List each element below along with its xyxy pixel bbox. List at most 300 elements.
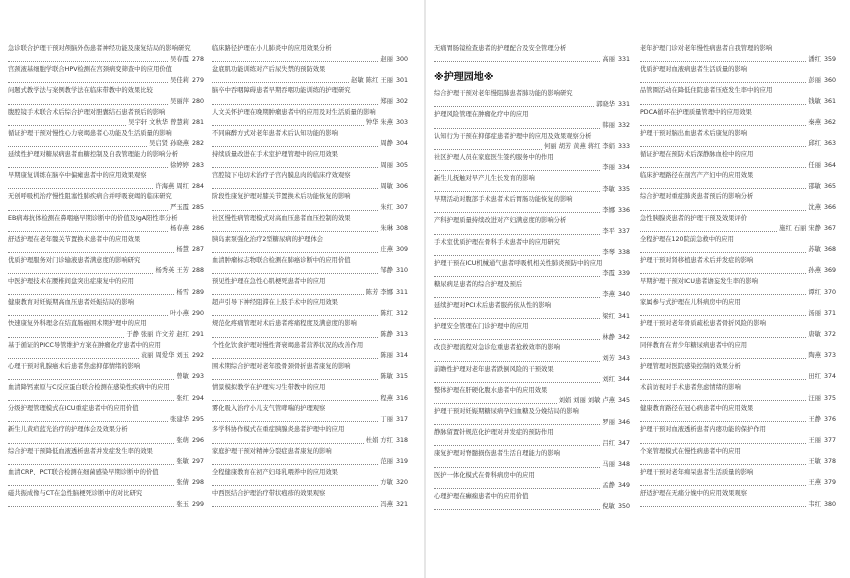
dot-leader (8, 358, 139, 359)
dot-leader (8, 485, 174, 486)
dot-leader (434, 61, 600, 62)
entry-leader (640, 203, 836, 214)
toc-entry (8, 44, 204, 65)
entry-title: 磁共振成像与CT在急性脑梗死诊断中的对比研究 (8, 489, 143, 497)
dot-leader (8, 231, 168, 232)
entry-leader (434, 227, 630, 238)
toc-entry (434, 44, 630, 65)
toc-entry (8, 383, 204, 404)
entry-leader (640, 245, 836, 256)
entry-leader (212, 394, 408, 405)
dot-leader (212, 464, 378, 465)
dot-leader (212, 506, 378, 507)
entry-authors: 任丽 (808, 161, 821, 169)
toc-entry (8, 277, 204, 298)
dot-leader (434, 382, 600, 383)
entry-page: 340 (617, 291, 630, 299)
entry-page: 365 (823, 182, 836, 190)
entry-authors: 周静 (380, 140, 393, 148)
toc-entry (212, 86, 408, 107)
entry-page: 314 (395, 352, 408, 360)
toc-entry (8, 298, 204, 319)
entry-authors: 陈红 (380, 309, 393, 317)
entry-authors: 于静 张丽 许文芳 赵红 (126, 331, 189, 339)
entry-title: 早期护理干预对ICU患者谵妄发生率的影响 (640, 278, 758, 286)
toc-column (434, 44, 630, 513)
entry-title: 早期康复训练在脑卒中偏瘫患者中的应用效果观察 (8, 172, 147, 180)
toc-entry (8, 192, 204, 213)
entry-leader (8, 118, 204, 129)
entry-authors: 唐敏 (808, 331, 821, 339)
entry-title: 循证护理干预对慢性心力衰竭患者心功能及生活质量的影响 (8, 129, 172, 137)
entry-page: 294 (191, 394, 204, 402)
dot-leader (434, 149, 542, 150)
entry-authors: 王敏 (808, 458, 821, 466)
dot-leader (8, 294, 174, 295)
entry-authors: 何丽 胡芳 黄燕 蒋红 李娟 (543, 143, 615, 151)
dot-leader (434, 191, 600, 192)
toc-entry (640, 277, 836, 298)
entry-authors: 杨春燕 (170, 225, 189, 233)
entry-title: 全程健康教育在初产妇母乳喂养中的应用效果 (212, 468, 338, 476)
dot-leader (212, 379, 378, 380)
toc-entry (640, 468, 836, 489)
toc-entry (212, 108, 408, 129)
toc-entry (434, 216, 630, 237)
toc-entry (640, 86, 836, 107)
dot-leader (640, 61, 806, 62)
entry-authors: 陈静 (380, 331, 393, 339)
entry-title: 前瞻性护理对老年患者跌倒风险的干预效果 (434, 365, 554, 373)
toc-entry (640, 108, 836, 129)
entry-authors: 杜娟 方红 (365, 436, 393, 444)
entry-authors: 刘娟 刘丽 刘敏 卢燕 (558, 397, 615, 405)
dot-leader (434, 234, 600, 235)
entry-authors: 郑丽 (380, 97, 393, 105)
entry-page: 290 (191, 309, 204, 317)
toc-entry (212, 235, 408, 256)
entry-title: 新生儿抚触对早产儿生长发育的影响 (434, 174, 535, 182)
dot-leader (8, 421, 168, 422)
entry-authors: 冯燕 (380, 500, 393, 508)
entry-title: 护理安全管理在门诊护理中的应用 (434, 323, 529, 331)
entry-page: 278 (191, 55, 204, 63)
entry-authors: 张玉 (176, 500, 189, 508)
entry-leader (212, 203, 408, 214)
entry-page: 309 (395, 246, 408, 254)
dot-leader (212, 294, 364, 295)
entry-page: 286 (191, 225, 204, 233)
toc-entry (212, 425, 408, 446)
toc-entry (212, 319, 408, 340)
entry-leader (212, 161, 408, 172)
dot-leader (434, 297, 600, 298)
entry-title: 脑卒中吞咽障碍患者早期吞咽功能训练的护理研究 (212, 87, 351, 95)
toc-entry (434, 492, 630, 513)
entry-title: 心理干预对乳腺癌术后患者焦虑抑郁情绪的影响 (8, 362, 141, 370)
toc-entry (8, 86, 204, 107)
toc-entry (434, 89, 630, 110)
dot-leader (212, 188, 378, 189)
entry-authors: 梁红 (602, 312, 615, 320)
entry-title: 中西医结合护理治疗带状疱疹的效果观察 (212, 489, 326, 497)
entry-leader (640, 309, 836, 320)
dot-leader (212, 146, 378, 147)
entry-authors: 陈敏 (380, 373, 393, 381)
entry-title: 品管圈活动在降低住院患者压疮发生率中的应用 (640, 87, 773, 95)
entry-title: 护理干预对血液透析患者内瘘功能的保护作用 (640, 426, 766, 434)
entry-leader (434, 312, 630, 323)
toc-entry (640, 214, 836, 235)
entry-authors: 李琴 (602, 249, 615, 257)
toc-entry (8, 404, 204, 425)
entry-page: 366 (823, 203, 836, 211)
toc-entry (212, 171, 408, 192)
entry-title: 术前访视对手术患者焦虑情绪的影响 (640, 384, 741, 391)
entry-leader (212, 415, 408, 426)
entry-title: 血清降钙素原与C反应蛋白联合检测在感染性疾病中的应用 (8, 384, 170, 391)
entry-page: 287 (191, 246, 204, 254)
dot-leader (434, 128, 600, 129)
entry-authors: 张倩 (176, 479, 189, 487)
entry-page: 305 (395, 161, 408, 169)
dot-leader (212, 273, 378, 274)
toc-entry (434, 238, 630, 259)
right-page (426, 0, 850, 578)
entry-leader (640, 118, 836, 129)
toc-entry (8, 256, 204, 277)
dot-leader (8, 210, 168, 211)
entry-title: 全程护理在120院前急救中的应用 (640, 235, 734, 243)
entry-title: 综合护理干预降低血液透析患者并发症发生率的效果 (8, 447, 153, 455)
entry-leader (640, 224, 836, 235)
entry-title: 舒适护理在无痛分娩中的应用效果观察 (640, 489, 748, 497)
dot-leader (8, 464, 174, 465)
entry-leader (640, 182, 836, 193)
dot-leader (212, 485, 378, 486)
entry-leader (434, 121, 630, 132)
entry-leader (8, 288, 204, 299)
toc-entry (640, 171, 836, 192)
entry-authors: 马丽 (602, 460, 615, 468)
entry-leader (212, 330, 408, 341)
dot-leader (434, 170, 600, 171)
entry-title: 超声引导下神经阻滞在上肢手术中的应用效果 (212, 299, 338, 307)
entry-page: 364 (823, 161, 836, 169)
entry-authors: 庄燕 (380, 246, 393, 254)
entry-authors: 李丽 (602, 164, 615, 172)
toc-entry (434, 174, 630, 195)
entry-page: 299 (191, 500, 204, 508)
entry-authors: 孟静 (602, 482, 615, 490)
entry-authors: 张萌 (176, 436, 189, 444)
entry-authors: 陈芳 李娜 (365, 288, 393, 296)
entry-title: 同伴教育在青少年糖尿病患者中的应用 (640, 341, 748, 349)
entry-page: 333 (617, 143, 630, 151)
entry-leader (640, 161, 836, 172)
dot-leader (640, 82, 806, 83)
entry-title: 糖尿病足患者的综合护理及预后 (434, 280, 523, 288)
entry-leader (640, 266, 836, 277)
toc-entry (434, 471, 630, 492)
entry-title: 医护一体化模式在骨科病房中的应用 (434, 471, 535, 479)
entry-leader (212, 245, 408, 256)
dot-leader (640, 104, 806, 105)
entry-page: 347 (617, 439, 630, 447)
entry-page: 363 (823, 140, 836, 148)
entry-leader (8, 330, 204, 341)
entry-leader (8, 372, 204, 383)
entry-page: 361 (823, 97, 836, 105)
entry-leader (8, 457, 204, 468)
entry-authors: 吴启贤 孙晓燕 (149, 140, 189, 148)
entry-title: 舒适护理在老年髋关节置换术患者中的应用效果 (8, 235, 141, 243)
entry-leader (212, 500, 408, 511)
entry-page: 376 (823, 415, 836, 423)
entry-authors: 张建华 (170, 415, 189, 423)
entry-page: 320 (395, 479, 408, 487)
entry-page: 321 (395, 500, 408, 508)
entry-leader (640, 288, 836, 299)
entry-title: 血清肿瘤标志物联合检测在肺癌诊断中的应用价值 (212, 256, 351, 264)
entry-leader (434, 185, 630, 196)
entry-authors: 陶燕 (808, 352, 821, 360)
entry-title: 护理干预对老年痴呆患者生活质量的影响 (640, 468, 754, 476)
entry-authors: 程燕 (380, 394, 393, 402)
toc-entry (640, 192, 836, 213)
entry-title: PDCA循环在护理质量管理中的应用效果 (640, 108, 752, 116)
entry-title: 静脉留置针规范化护理对并发症的预防作用 (434, 429, 554, 437)
entry-leader (640, 415, 836, 426)
toc-entry (212, 404, 408, 425)
toc-entry (640, 489, 836, 510)
toc-entry (212, 65, 408, 86)
entry-page: 375 (823, 394, 836, 402)
dot-leader (640, 400, 806, 401)
entry-title: 整体护理在肝硬化腹水患者中的应用效果 (434, 386, 548, 394)
entry-page: 296 (191, 436, 204, 444)
entry-page: 279 (191, 76, 204, 84)
toc-entry (434, 280, 630, 301)
entry-authors: 吴丽萍 (170, 97, 189, 105)
toc-entry (640, 44, 836, 65)
entry-leader (434, 55, 630, 66)
dot-leader (8, 443, 174, 444)
entry-title: 个性化饮食护理对慢性肾衰竭患者营养状况的改善作用 (212, 341, 364, 349)
entry-title: 雾化吸入治疗小儿支气管哮喘的护理观察 (212, 405, 326, 413)
entry-page: 302 (395, 97, 408, 105)
entry-authors: 邵敏 (808, 182, 821, 190)
entry-leader (212, 55, 408, 66)
entry-page: 300 (395, 55, 408, 63)
entry-leader (434, 248, 630, 259)
entry-page: 284 (191, 182, 204, 190)
entry-page: 334 (617, 164, 630, 172)
entry-page: 331 (617, 100, 630, 108)
entry-leader (212, 139, 408, 150)
entry-title: 护理干预对老年骨质疏松患者骨折风险的影响 (640, 320, 766, 328)
entry-page: 349 (617, 482, 630, 490)
toc-entry (434, 195, 630, 216)
entry-title: 无痛胃肠镜检查患者的护理配合及安全管理分析 (434, 45, 567, 52)
entry-page: 371 (823, 309, 836, 317)
entry-page: 281 (191, 119, 204, 127)
entry-title: 延续护理对PCI术后患者服药依从性的影响 (434, 302, 552, 310)
entry-page: 335 (617, 185, 630, 193)
dot-leader (640, 294, 806, 295)
dot-leader (434, 339, 600, 340)
entry-page: 348 (617, 460, 630, 468)
dot-leader (212, 231, 378, 232)
toc-entry (212, 383, 408, 404)
dot-leader (434, 106, 594, 107)
dot-leader (434, 445, 600, 446)
toc-entry (640, 383, 836, 404)
entry-page: 304 (395, 140, 408, 148)
dot-leader (8, 146, 147, 147)
entry-leader (434, 439, 630, 450)
toc-entry (212, 447, 408, 468)
dot-leader (640, 421, 806, 422)
entry-title: 胰岛素泵强化治疗2型糖尿病的护理体会 (212, 235, 324, 243)
toc-entry (212, 277, 408, 298)
toc-entry (434, 449, 630, 470)
entry-leader (8, 436, 204, 447)
entry-leader (8, 97, 204, 108)
toc-entry (8, 319, 204, 340)
toc-entry (212, 256, 408, 277)
entry-leader (212, 288, 408, 299)
entry-page: 280 (191, 97, 204, 105)
entry-authors: 李燕 (602, 291, 615, 299)
entry-leader (640, 97, 836, 108)
dot-leader (640, 337, 806, 338)
entry-leader (212, 266, 408, 277)
entry-title: 护理风险管理在肿瘤化疗中的应用 (434, 111, 529, 119)
entry-authors: 刘红 (602, 376, 615, 384)
entry-authors: 李敏 (602, 185, 615, 193)
entry-authors: 张红 (176, 394, 189, 402)
dot-leader (212, 104, 378, 105)
toc-entry (212, 298, 408, 319)
entry-page: 367 (823, 225, 836, 233)
dot-leader (640, 231, 777, 232)
entry-authors: 朱琳 (380, 225, 393, 233)
entry-authors: 秦燕 (808, 119, 821, 127)
dot-leader (640, 315, 806, 316)
entry-authors: 杨秀英 王芳 (155, 267, 189, 275)
dot-leader (640, 443, 806, 444)
entry-authors: 王静 (808, 415, 821, 423)
entry-page: 315 (395, 373, 408, 381)
entry-page: 292 (191, 352, 204, 360)
entry-authors: 吴佳莉 (170, 76, 189, 84)
entry-title: 优质护理服务对门诊输液患者满意度的影响研究 (8, 256, 141, 264)
entry-leader (640, 76, 836, 87)
entry-leader (640, 55, 836, 66)
entry-authors: 倪敏 (602, 503, 615, 511)
entry-leader (640, 139, 836, 150)
toc-column (640, 44, 836, 510)
toc-entry (434, 259, 630, 280)
entry-leader (8, 309, 204, 320)
toc-entry (640, 65, 836, 86)
entry-authors: 丁丽 (380, 415, 393, 423)
entry-authors: 周丽 (380, 161, 393, 169)
entry-title: 持续质量改进在手术室护理管理中的应用效果 (212, 150, 338, 158)
entry-leader (8, 76, 204, 87)
toc-entry (640, 235, 836, 256)
dot-leader (8, 167, 168, 168)
entry-leader (640, 330, 836, 341)
entry-page: 312 (395, 309, 408, 317)
entry-authors: 吕红 (602, 439, 615, 447)
entry-page: 306 (395, 182, 408, 190)
entry-page: 295 (191, 415, 204, 423)
entry-title: 基于循证的PICC导管维护方案在肿瘤化疗患者中的应用 (8, 341, 161, 349)
entry-page: 369 (823, 267, 836, 275)
entry-title: 规范化疼痛管理对术后患者疼痛程度及满意度的影响 (212, 320, 357, 328)
entry-leader (434, 354, 630, 365)
entry-leader (640, 478, 836, 489)
toc-entry (640, 362, 836, 383)
entry-page: 377 (823, 436, 836, 444)
entry-title: 延续性护理对糖尿病患者血糖控制及自我管理能力的影响分析 (8, 150, 179, 158)
entry-title: 人文关怀护理在晚期肿瘤患者中的应用及对生活质量的影响 (212, 108, 376, 116)
entry-page: 303 (395, 119, 408, 127)
toc-entry (8, 489, 204, 510)
dot-leader (434, 212, 600, 213)
entry-leader (434, 142, 630, 153)
entry-leader (8, 203, 204, 214)
entry-authors: 钟华 朱燕 (365, 119, 393, 127)
entry-leader (434, 100, 630, 111)
toc-entry (8, 341, 204, 362)
entry-leader (434, 163, 630, 174)
entry-title: 护理干预对脑出血患者术后康复的影响 (640, 129, 748, 137)
dot-leader (434, 361, 600, 362)
entry-page: 368 (823, 246, 836, 254)
toc-entry (640, 341, 836, 362)
entry-authors: 王丽 (808, 436, 821, 444)
entry-title: 康复护理对脊髓损伤患者生活自理能力的影响 (434, 450, 560, 458)
entry-authors: 罗丽 (602, 418, 615, 426)
entry-authors: 赵敏 陈红 王丽 (351, 76, 393, 84)
dot-leader (8, 188, 153, 189)
entry-leader (434, 396, 630, 407)
entry-leader (212, 118, 408, 129)
entry-authors: 张敏 (176, 458, 189, 466)
entry-leader (640, 457, 836, 468)
entry-page: 319 (395, 458, 408, 466)
dot-leader (212, 167, 378, 168)
entry-title: 认知行为干预在抑郁症患者护理中的应用及效果观察分析 (434, 132, 592, 140)
entry-title: 产科护理质量持续改进对产妇满意度的影响分析 (434, 217, 567, 225)
entry-title: 社区慢性病管理模式对高血压患者血压控制的效果 (212, 214, 351, 222)
toc-entry (212, 341, 408, 362)
entry-title: 临床护理路径在剖宫产产妇中的应用效果 (640, 172, 754, 180)
entry-title: 预见性护理在急性心肌梗死患者中的应用 (212, 278, 326, 286)
dot-leader (8, 252, 174, 253)
entry-leader (640, 372, 836, 383)
dot-leader (8, 506, 174, 507)
entry-authors: 田红 (808, 373, 821, 381)
entry-authors: 曾敏 (176, 373, 189, 381)
entry-authors: 谭红 (808, 288, 821, 296)
entry-leader (434, 206, 630, 217)
entry-page: 380 (823, 500, 836, 508)
entry-page: 372 (823, 331, 836, 339)
